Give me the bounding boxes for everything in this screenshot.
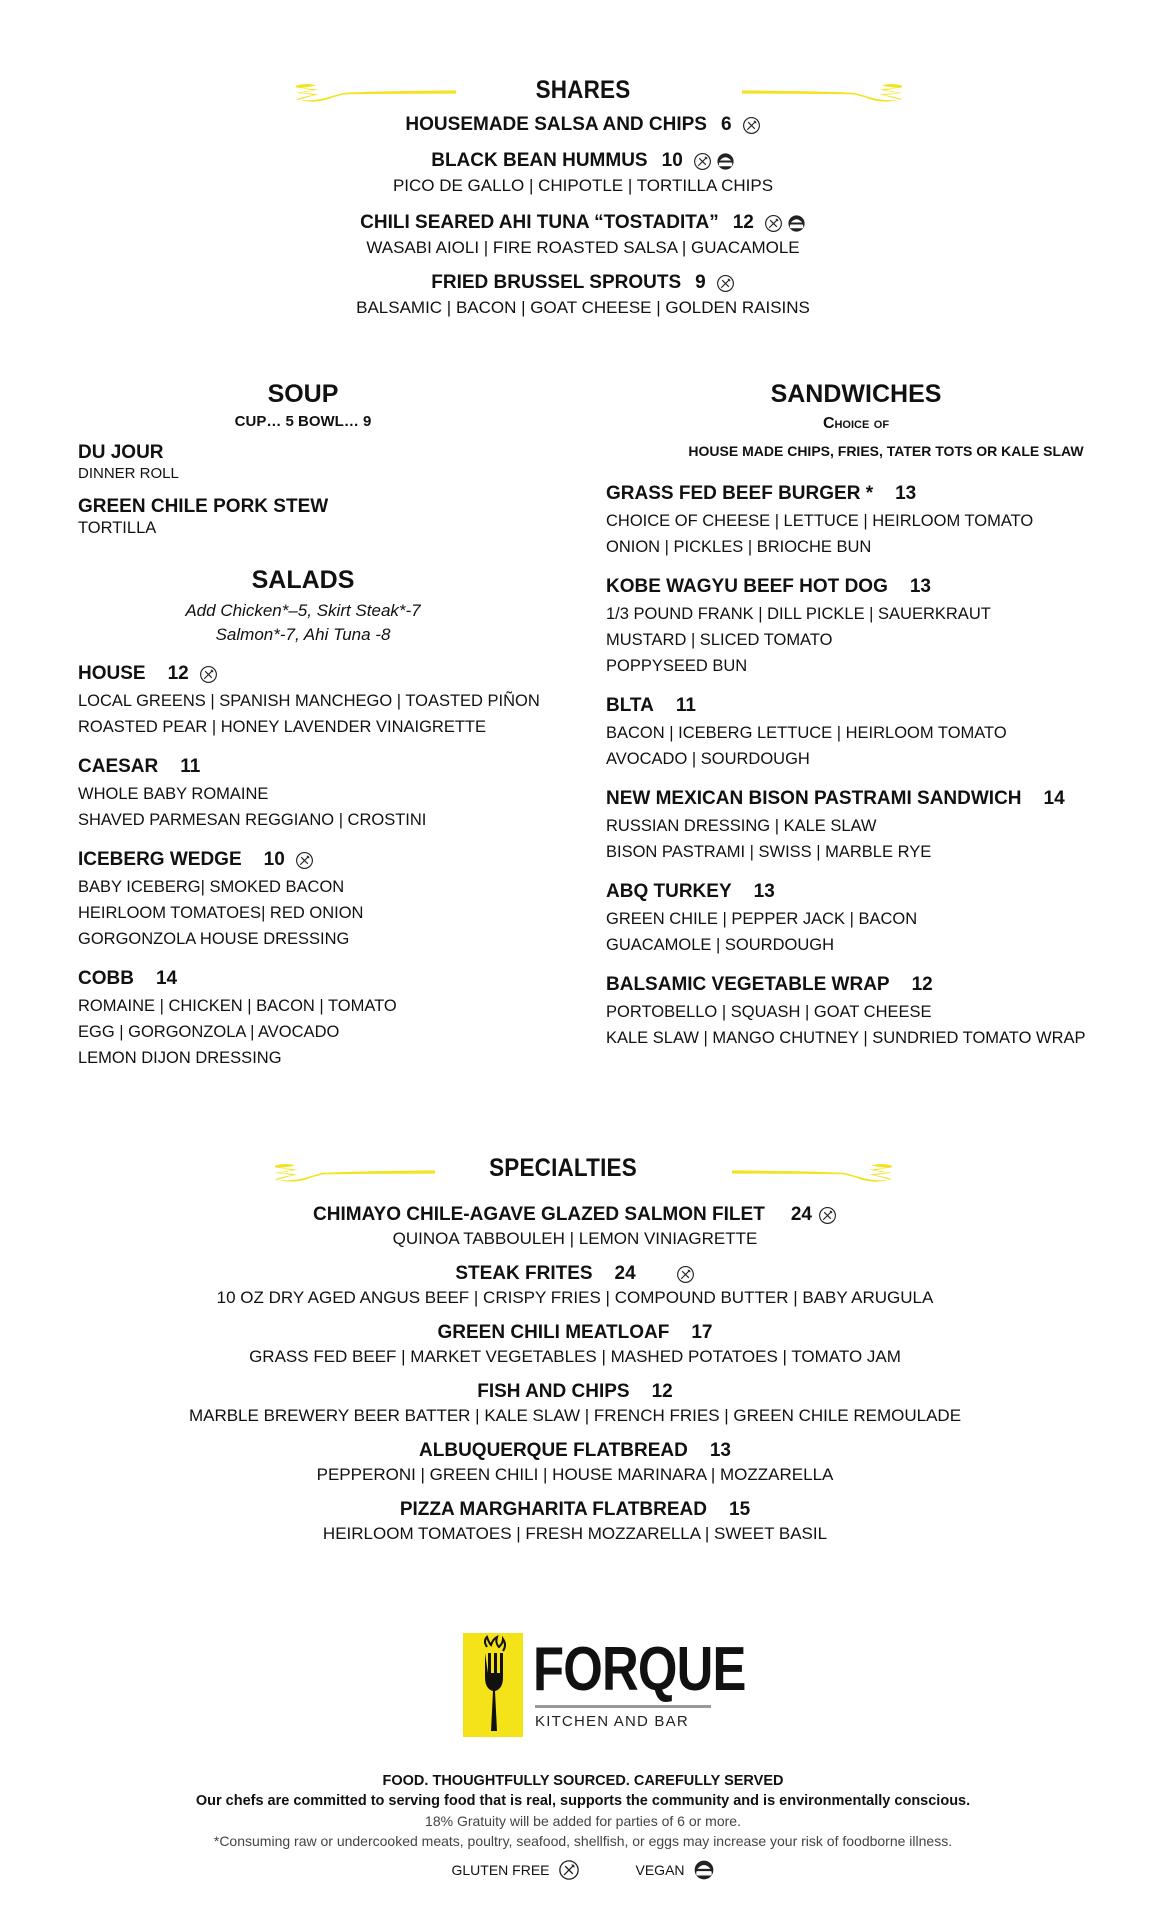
left-column [78,380,558,1087]
footer-commitment: Our chefs are committed to serving food that is real, supports the community and is environmentally conscious. [195,1793,971,1809]
list-item [0,212,1166,272]
gluten-free-icon [716,274,735,293]
item-name: CHILI SEARED AHI TUNA “TOSTADITA” [360,212,719,233]
list-item [0,114,1166,150]
footer-tagline: FOOD. THOUGHTFULLY SOURCED. CAREFULLY SERVED [382,1773,784,1789]
item-name: CAESAR [78,756,159,777]
item-name: GREEN CHILE PORK STEW [78,496,329,517]
list-item [78,968,558,1071]
item-price: 13 [709,1440,731,1461]
list-item [0,272,1166,332]
footer [0,1773,1166,1881]
item-price: 11 [180,756,201,777]
item-price: 10 [263,849,285,870]
item-name: GRASS FED BEEF BURGER * [606,483,874,504]
item-price: 13 [753,881,775,902]
gluten-free-icon [742,116,761,135]
item-price: 12 [911,974,933,995]
list-item [78,849,558,952]
item-desc: AVOCADO | SOURDOUGH [606,750,810,768]
item-name: BALSAMIC VEGETABLE WRAP [606,974,890,995]
salads-addons [48,599,558,647]
item-desc: RUSSIAN DRESSING | KALE SLAW [606,817,877,835]
logo-divider [535,1705,711,1708]
item-price: 13 [909,576,931,597]
item-price: 13 [895,483,917,504]
list-item [606,576,1126,679]
item-name: HOUSEMADE SALSA AND CHIPS [405,114,707,135]
item-desc: WASABI AIOLI | FIRE ROASTED SALSA | GUACAMOLE [366,238,800,257]
item-desc: GREEN CHILE | PEPPER JACK | BACON [606,910,918,928]
item-price: 24 [790,1204,812,1225]
item-price: 12 [732,212,754,233]
item-desc: PORTOBELLO | SQUASH | GOAT CHEESE [606,1003,932,1021]
item-name: HOUSE [78,663,146,684]
gluten-free-icon [693,152,712,171]
list-item [0,1499,1158,1544]
vegan-icon [787,214,806,233]
list-item [606,483,1126,560]
soup-title: SOUP [267,380,339,408]
item-name: GREEN CHILI MEATLOAF [437,1322,670,1343]
gluten-free-icon [676,1265,695,1284]
item-price: 14 [1043,788,1065,809]
item-name: CHIMAYO CHILE-AGAVE GLAZED SALMON FILET [313,1204,765,1225]
salads-title: SALADS [251,566,355,594]
footer-legend [451,1859,714,1881]
item-desc: LEMON DIJON DRESSING [78,1049,282,1067]
item-desc: GRASS FED BEEF | MARKET VEGETABLES | MASHED POTATOES | TOMATO JAM [249,1347,901,1366]
item-desc: WHOLE BABY ROMAINE [78,785,269,803]
item-desc: QUINOA TABBOULEH | LEMON VINIAGRETTE [392,1229,758,1248]
item-name: NEW MEXICAN BISON PASTRAMI SANDWICH [606,788,1022,809]
item-name: ALBUQUERQUE FLATBREAD [419,1440,688,1461]
logo-name: FORQUE [533,1635,746,1704]
item-name: PIZZA MARGHARITA FLATBREAD [399,1499,707,1520]
sandwiches-choice: Choice of [822,415,890,432]
specialties-list [0,1204,1158,1558]
item-price: 11 [675,695,696,716]
salads-addons-line: Salmon*-7, Ahi Tuna -8 [215,625,391,644]
specialties-title: SPECIALTIES [489,1154,637,1182]
list-item [0,1381,1158,1426]
item-price: 17 [691,1322,713,1343]
item-price: 15 [729,1499,751,1520]
item-price: 12 [167,663,189,684]
list-item [0,1322,1158,1367]
item-desc: 10 OZ DRY AGED ANGUS BEEF | CRISPY FRIES | COMPOUND BUTTER | BABY ARUGULA [216,1288,934,1307]
specialties-header [0,1150,1166,1190]
item-desc: BALSAMIC | BACON | GOAT CHEESE | GOLDEN RAISINS [356,298,810,317]
item-desc: POPPYSEED BUN [606,657,748,675]
item-desc: MARBLE BREWERY BEER BATTER | KALE SLAW | FRENCH FRIES | GREEN CHILE REMOULADE [188,1406,962,1425]
item-name: BLTA [606,695,654,716]
item-desc: ONION | PICKLES | BRIOCHE BUN [606,538,872,556]
gluten-free-icon [199,665,218,684]
item-desc: EGG | GORGONZOLA | AVOCADO [78,1023,340,1041]
logo-tagline: KITCHEN AND BAR [535,1713,689,1730]
item-desc: CHOICE OF CHEESE | LETTUCE | HEIRLOOM TOMATO [606,512,1034,530]
item-name: FRIED BRUSSEL SPROUTS [431,272,682,293]
item-price: 10 [661,150,683,171]
footer-disclaimer: *Consuming raw or undercooked meats, poultry, seafood, shellfish, or eggs may increase your risk of foodborne illness. [213,1833,953,1849]
item-price: 24 [614,1263,636,1284]
item-desc: KALE SLAW | MANGO CHUTNEY | SUNDRIED TOMATO WRAP [606,1029,1086,1047]
item-name: COBB [78,968,134,989]
item-desc: LOCAL GREENS | SPANISH MANCHEGO | TOASTED PIÑON [78,692,540,710]
item-desc: BABY ICEBERG| SMOKED BACON [78,878,345,896]
item-desc: TORTILLA [78,519,157,537]
item-desc: GORGONZOLA HOUSE DRESSING [78,930,350,948]
item-price: 14 [155,968,178,989]
item-desc: PEPPERONI | GREEN CHILI | HOUSE MARINARA | MOZZARELLA [316,1465,834,1484]
item-desc: HEIRLOOM TOMATOES | FRESH MOZZARELLA | SWEET BASIL [322,1524,828,1543]
vegan-icon [716,152,735,171]
list-item [0,1263,1158,1308]
gluten-free-icon [764,214,783,233]
item-name: DU JOUR [78,442,164,463]
item-price: 12 [651,1381,673,1402]
shares-list [0,114,1166,332]
item-desc: BACON | ICEBERG LETTUCE | HEIRLOOM TOMATO [606,724,1007,742]
shares-title: SHARES [535,76,631,104]
salads-addons-line: Add Chicken*–5, Skirt Steak*-7 [185,601,421,620]
item-desc: BISON PASTRAMI | SWISS | MARBLE RYE [606,843,932,861]
list-item [606,974,1126,1051]
list-item [0,1204,1158,1249]
legend-gluten-free-label: GLUTEN FREE [451,1862,550,1878]
soup-sizes: CUP… 5 BOWL… 9 [234,413,372,430]
list-item [78,663,558,740]
item-name: FISH AND CHIPS [477,1381,630,1402]
item-name: KOBE WAGYU BEEF HOT DOG [606,576,888,597]
vegan-icon [693,1859,715,1881]
item-name: ABQ TURKEY [606,881,732,902]
list-item [606,881,1126,958]
item-desc: ROASTED PEAR | HONEY LAVENDER VINAIGRETTE [78,718,487,736]
item-desc: GUACAMOLE | SOURDOUGH [606,936,834,954]
item-desc: ROMAINE | CHICKEN | BACON | TOMATO [78,997,397,1015]
list-item [606,695,1126,772]
list-item [78,442,558,484]
forque-logo [463,1633,746,1737]
item-desc: PICO DE GALLO | CHIPOTLE | TORTILLA CHIPS [392,176,774,195]
sandwiches-sides: HOUSE MADE CHIPS, FRIES, TATER TOTS OR KALE SLAW [688,443,1084,459]
gluten-free-icon [558,1859,580,1881]
item-name: BLACK BEAN HUMMUS [431,150,648,171]
footer-gratuity: 18% Gratuity will be added for parties of 6 or more. [425,1813,741,1829]
item-name: ICEBERG WEDGE [78,849,242,870]
item-desc: MUSTARD | SLICED TOMATO [606,631,833,649]
gluten-free-icon [818,1206,837,1225]
item-name: STEAK FRITES [455,1263,593,1284]
shares-header [0,72,1166,112]
item-price: 6 [720,114,732,135]
fork-right-icon [712,1156,912,1188]
gluten-free-icon [295,851,314,870]
list-item [606,788,1126,865]
list-item [78,496,558,538]
fork-right-icon [722,76,922,108]
item-desc: SHAVED PARMESAN REGGIANO | CROSTINI [78,811,427,829]
right-column [606,380,1126,1067]
legend-vegan-label: VEGAN [635,1862,685,1878]
list-item [78,756,558,833]
item-desc: 1/3 POUND FRANK | DILL PICKLE | SAUERKRAUT [606,605,991,623]
item-desc: DINNER ROLL [78,465,179,482]
list-item [0,1440,1158,1485]
list-item [0,150,1166,212]
sandwiches-title: SANDWICHES [770,380,942,408]
item-desc: HEIRLOOM TOMATOES| RED ONION [78,904,364,922]
item-price: 9 [695,272,706,293]
